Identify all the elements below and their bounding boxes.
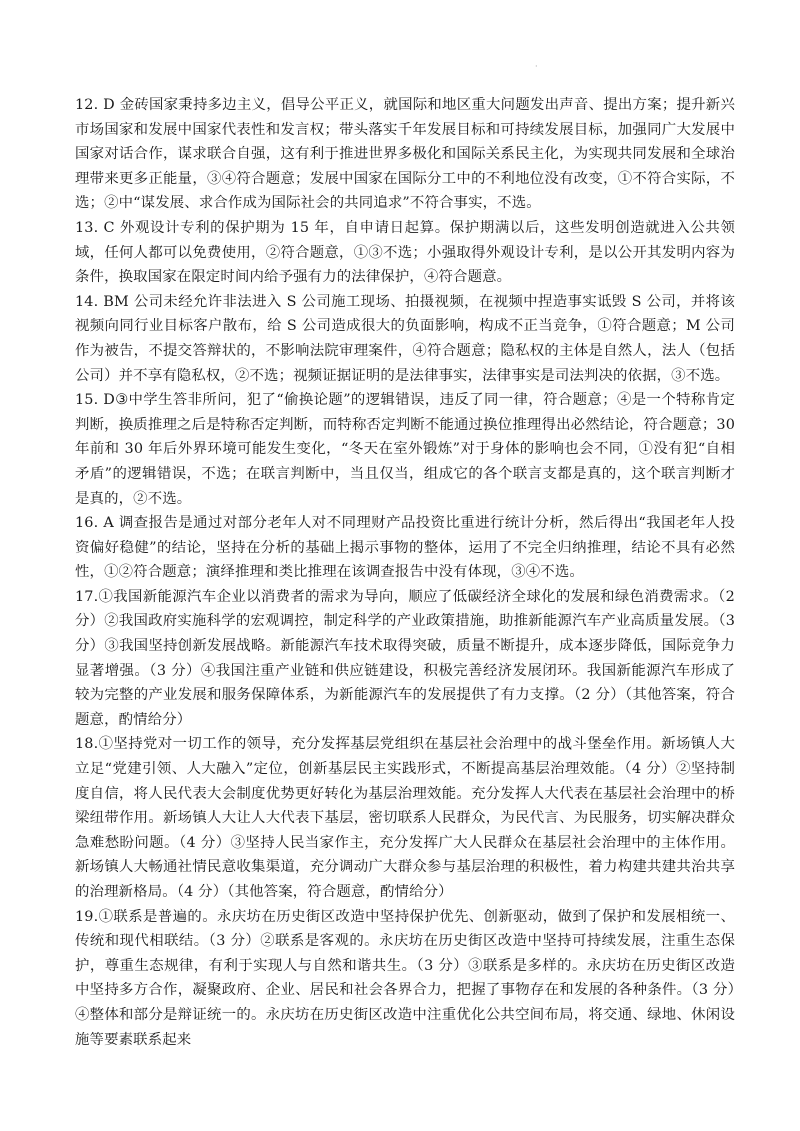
answer-15: 15. D③中学生答非所问，犯了“偷换论题”的逻辑错误，违反了同一律，符合题意；④是一个特称肯定判断，换质推理之后是特称否定判断，而特称否定判断不能通过换位推理得出必然结论，符合题意；30 年前和 30 年后外界环境可能发生变化，“冬天在室外锻炼”对于身体的影响也会不同，①没有犯“自相矛盾”的逻辑错误，不选；在联言判断中，当且仅当，组成它的各个联言支都是真的，这个联言判断才是真的，②不选。 [75, 392, 735, 507]
answer-13: 13. C 外观设计专利的保护期为 15 年，自申请日起算。保护期满以后，这些发明创造就进入公共领域，任何人都可以免费使用，②符合题意，①③不选；小强取得外观设计专利，是以公开其发明内容为条件，换取国家在限定时间内给予强有力的法律保护，④符合题意。 [75, 219, 735, 286]
answer-12: 12. D 金砖国家秉持多边主义，倡导公平正义，就国际和地区重大问题发出声音、提出方案；提升新兴市场国家和发展中国家代表性和发言权；带头落实千年发展目标和可持续发展目标，加强同广大发展中国家对话合作，谋求联合自强，这有利于推进世界多极化和国际关系民主化，为实现共同发展和全球治理带来更多正能量，③④符合题意；发展中国家在国际分工中的不利地位没有改变，①不符合实际，不选；②中“谋发展、求合作成为国际社会的共同追求”不符合事实，不选。 [75, 97, 735, 212]
header-mark: · [535, 62, 538, 71]
answer-17: 17.①我国新能源汽车企业以消费者的需求为导向，顺应了低碳经济全球化的发展和绿色消费需求。（2 分）②我国政府实施科学的宏观调控，制定科学的产业政策措施，助推新能源汽车产业高质量发展。（3 分）③我国坚持创新发展战略。新能源汽车技术取得突破，质量不断提升，成本逐步降低，国际竞争力显著增强。（3 分）④我国注重产业链和供应链建设，积极完善经济发展闭环。我国新能源汽车形成了较为完整的产业发展和服务保障体系，为新能源汽车的发展提供了有力支撑。（2 分）（其他答案，符合题意，酌情给分） [75, 588, 735, 728]
answer-page [75, 93, 735, 1052]
answer-14: 14. BM 公司未经允许非法进入 S 公司施工现场、拍摄视频，在视频中捏造事实诋毁 S 公司，并将该视频向同行业目标客户散布，给 S 公司造成很大的负面影响，构成不正当竞争，①符合题意；M 公司作为被告，不提交答辩状的，不影响法院审理案件，④符合题意；隐私权的主体是自然人，法人（包括公司）并不享有隐私权，②不选；视频证据证明的是法律事实，法律事实是司法判决的依据，③不选。 [75, 293, 735, 384]
answer-16: 16. A 调查报告是通过对部分老年人对不同理财产品投资比重进行统计分析，然后得出“我国老年人投资偏好稳健”的结论，坚持在分析的基础上揭示事物的整体，运用了不完全归纳推理，结论不具有必然性，①②符合题意；演绎推理和类比推理在该调查报告中没有体现，③④不选。 [75, 515, 735, 581]
answer-18: 18.①坚持党对一切工作的领导，充分发挥基层党组织在基层社会治理中的战斗堡垒作用。新场镇人大立足“党建引领、人大融入”定位，创新基层民主实践形式，不断提高基层治理效能。（4 分）②坚持制度自信，将人民代表大会制度优势更好转化为基层治理效能。充分发挥人大代表在基层社会治理中的桥梁纽带作用。新场镇人大让人大代表下基层，密切联系人民群众，为民代言、为民服务，切实解决群众急难愁盼问题。（4 分）③坚持人民当家作主，充分发挥广大人民群众在基层社会治理中的主体作用。新场镇人大畅通社情民意收集渠道，充分调动广大群众参与基层治理的积极性，着力构建共建共治共享的治理新格局。（4 分）（其他答案，符合题意，酌情给分） [75, 736, 735, 900]
answer-19: 19.①联系是普遍的。永庆坊在历史街区改造中坚持保护优先、创新驱动，做到了保护和发展相统一、传统和现代相联结。（3 分）②联系是客观的。永庆坊在历史街区改造中坚持可持续发展，注重生态保护，尊重生态规律，有利于实现人与自然和谐共生。（3 分）③联系是多样的。永庆坊在历史街区改造中坚持多方合作，凝聚政府、企业、居民和社会各界合力，把握了事物存在和发展的各种条件。（3 分）④整体和部分是辩证统一的。永庆坊在历史街区改造中注重优化公共空间布局，将交通、绿地、休闲设施等要素联系起来 [75, 908, 735, 1048]
